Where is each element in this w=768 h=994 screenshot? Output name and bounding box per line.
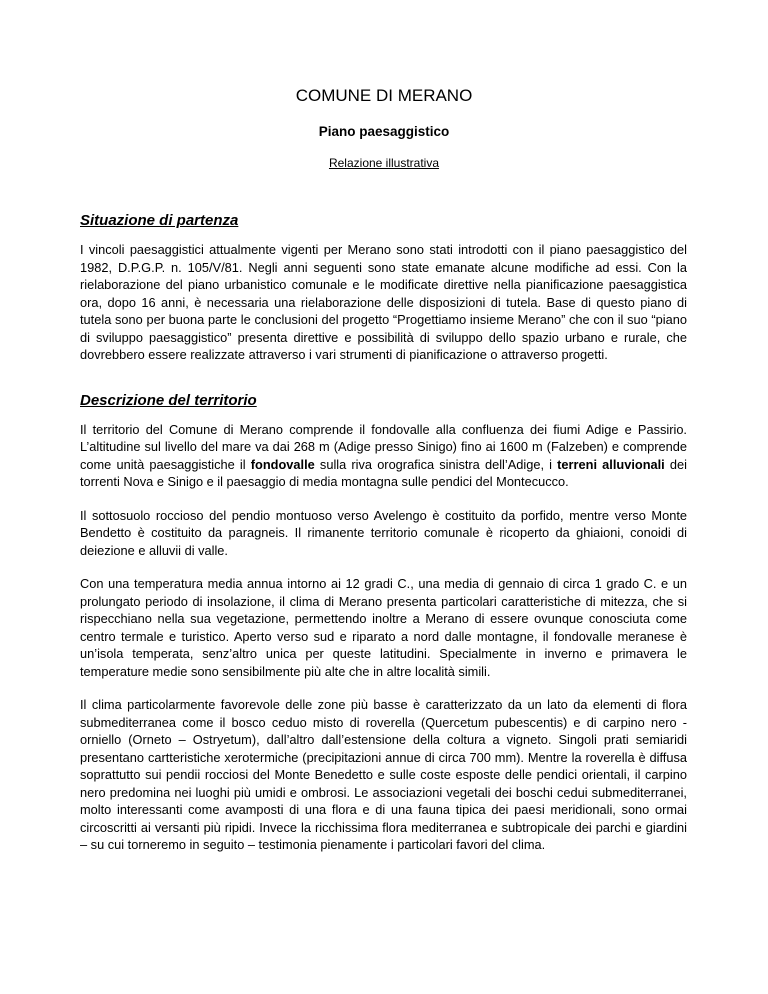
- section-heading-descrizione: Descrizione del territorio: [80, 391, 257, 409]
- paragraph: [80, 507, 687, 560]
- paragraph-text: Il clima particolarmente favorevole delle zone più basse è caratterizzato da un lato da elementi di flora submediterranea come il bosco ceduo misto di roverella (Quercetum pubescentis) e di carpino nero - orniello (Orneto – Ostryetum), dall’altro dall’estensione della coltura a vigneto. Singoli prati semiaridi presentano cartteristiche xerotermiche (precipitazioni annue di circa 700 mm). Mentre la roverella è diffusa soprattutto sui pendii rocciosi del Monte Benedetto e sulle coste esposte delle pendici orientali, il carpino nero predomina nei luoghi più umidi e ombrosi. Le associazioni vegetali dei boschi cedui submediterranei, molto interessanti come avamposti di una flora e di una fauna tipica dei paesi meridionali, sono ormai circoscritti ai versanti più ripidi. Invece la ricchissima flora mediterranea e subtropicale dei parchi e giardini – su cui torneremo in seguito – testimonia pienamente i particolari favori del clima.: [80, 697, 687, 852]
- paragraph-text: sulla riva orografica sinistra dell’Adige, i: [314, 456, 558, 472]
- document-body: [80, 212, 687, 870]
- document-title: COMUNE DI MERANO: [295, 86, 473, 105]
- paragraph: [80, 696, 687, 854]
- paragraph: [80, 421, 687, 491]
- paragraph: [80, 241, 687, 364]
- document-subtitle: Piano paesaggistico: [318, 124, 450, 139]
- paragraph-text: Con una temperatura media annua intorno ai 12 gradi C., una media di gennaio di circa 1 grado C. e un prolungato periodo di insolazione, il clima di Merano presenta particolari caratteristiche di mitezza, che si rispecchiano nella sua vegetazione, permettendo inoltre a Merano di essere ovunque conosciuta come centro termale e turistico. Aperto verso sud e riparato a nord dalle montagne, il fondovalle meranese è un’isola temperata, senz’altro unica per queste latitudini. Specialmente in inverno e primavera le temperature medie sono sensibilmente più alte che in altre località simili.: [80, 576, 687, 679]
- paragraph-text: dei torrenti Nova e Sinigo e il paesaggio di media montagna sulle pendici del Montecucco.: [80, 456, 687, 489]
- paragraph-text: Il sottosuolo roccioso del pendio montuoso verso Avelengo è costituito da porfido, mentre verso Monte Bendetto è costituito da paragneis. Il rimanente territorio comunale è ricoperto da ghiaioni, conoidi di deiezione e alluvii di valle.: [80, 507, 687, 558]
- paragraph-text: Il territorio del Comune di Merano comprende il fondovalle alla confluenza dei fiumi Adige e Passirio. L’altitudine sul livello del mare va dai 268 m (Adige presso Sinigo) fino ai 1600 m (Falzeben) e comprende come unità paesaggistiche il: [80, 421, 687, 472]
- paragraph: [80, 575, 687, 680]
- document-caption: Relazione illustrativa: [328, 156, 440, 170]
- section-heading-situazione: Situazione di partenza: [80, 212, 239, 229]
- paragraph-text: I vincoli paesaggistici attualmente vigenti per Merano sono stati introdotti con il piano paesaggistico del 1982, D.P.G.P. n. 105/V/81. Negli anni seguenti sono state emanate alcune modifiche ad essi. Con la rielaborazione del piano urbanistico comunale e le modificate direttive nella pianificazione paesaggistica ora, dopo 16 anni, è necessaria una rielaborazione delle disposizioni di tutela. Base di questo piano di tutela sono per buona parte le conclusioni del progetto “Progettiamo insieme Merano” che con il suo “piano di sviluppo paesaggistico” presenta direttive e possibilità di sviluppo dello spazio urbano e rurale, che dovrebbero essere realizzate attraverso i vari strumenti di pianificazione o attraverso progetti.: [80, 242, 687, 362]
- bold-term-terreni-alluvionali: terreni alluvionali: [557, 456, 665, 472]
- bold-term-fondovalle: fondovalle: [250, 456, 315, 472]
